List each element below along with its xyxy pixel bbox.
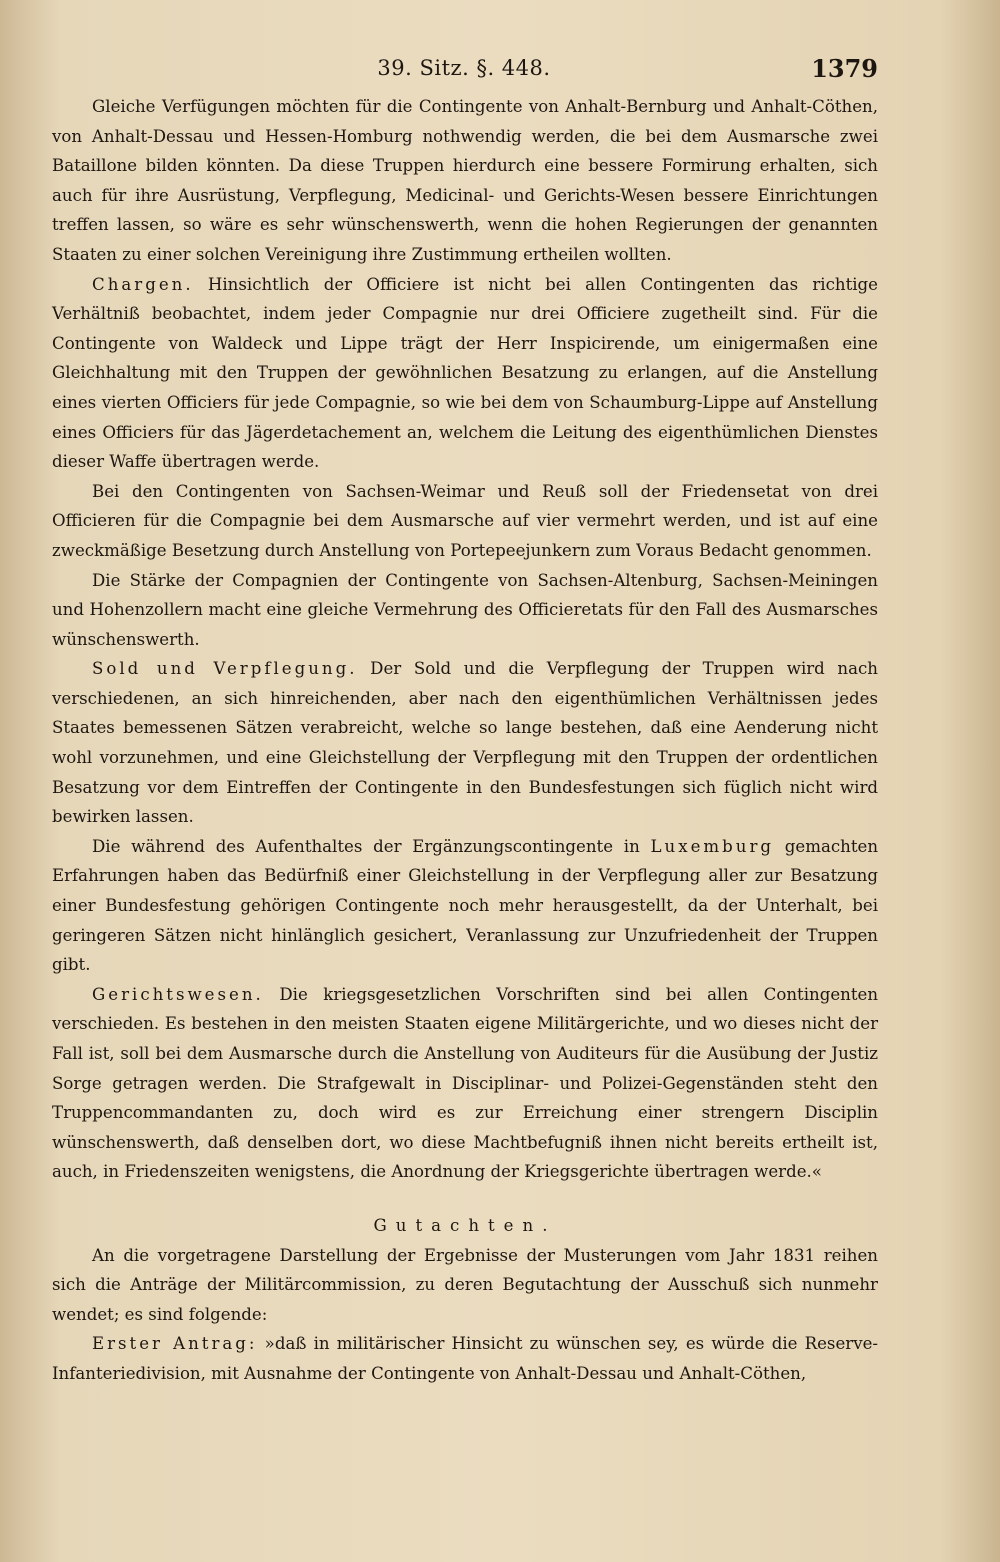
paragraph-heading: Chargen. — [92, 274, 194, 294]
paragraph-text: »daß in militärischer Hinsicht zu wünschen sey, es würde die Reserve-Infanteriedivision, mit Ausnahme der Contingente von Anhalt-Dessau und Anhalt-Cöthen, — [52, 1334, 879, 1383]
paragraph-gutachten-intro — [52, 1241, 878, 1330]
paragraph-text: Gleiche Verfügungen möchten für die Contingente von Anhalt-Bernburg und Anhalt-Cöthen, von Anhalt-Dessau und Hessen-Homburg nothwendig werden, die bei dem Ausmarsche zwei Bataillone bilden könnten. Da diese Truppen hierdurch eine bessere Formirung erhalten, sich auch für ihre Ausrüstung, Verpflegung, Medicinal- und Gerichts-Wesen bessere Einrichtungen treffen lassen, so wäre es sehr wünschenswerth, wenn die hohen Regierungen der genannten Staaten zu einer solchen Vereinigung ihre Zustimmung ertheilen wollten. — [52, 97, 878, 264]
paragraph-erster-antrag — [52, 1329, 878, 1388]
paragraph-formations — [52, 92, 878, 270]
paragraph-text: Der Sold und die Verpflegung der Truppen wird nach verschiedenen, an sich hinreichenden, aber nach den eigenthümlichen Verhältnissen jedes Staates bemessenen Sätzen verabreicht, welche so lange bestehen, daß eine Aenderung nicht wohl vorzunehmen, und eine Gleichstellung der Verpflegung mit den Truppen der ordentlichen Besatzung vor dem Eintreffen der Contingente in den Bundesfestungen sich füglich nicht wird bewirken lassen. — [52, 659, 878, 827]
paragraph-text: Die Stärke der Compagnien der Contingente von Sachsen-Altenburg, Sachsen-Meiningen und Hohenzollern macht eine gleiche Vermehrung des Officieretats für den Fall des Ausmarsches wünschenswerth. — [52, 570, 878, 649]
section-reference: 39. Sitz. §. 448. — [377, 56, 551, 80]
paragraph-gerichtswesen — [52, 980, 878, 1187]
body-text — [52, 92, 878, 1389]
paragraph-chargen — [52, 270, 878, 477]
paragraph-text: Die während des Aufenthaltes der Ergänzungscontingente in — [92, 836, 640, 856]
paragraph-luxemburg — [52, 832, 878, 980]
paragraph-sachsen-weimar — [52, 477, 878, 566]
paragraph-heading: Erster Antrag: — [92, 1334, 258, 1354]
place-name-emphasis: Luxemburg — [650, 836, 775, 856]
paragraph-text: Die kriegsgesetzlichen Vorschriften sind bei allen Contingenten verschieden. Es bestehen in den meisten Staaten eigene Militärgerichte, und wo dieses nicht der Fall ist, soll bei dem Ausmarsche durch die Anstellung von Auditeurs für die Ausübung der Justiz Sorge getragen werden. Die Strafgewalt in Disciplinar- und Polizei-Gegenständen steht den Truppencommandanten zu, doch wird es zur Erreichung einer strengern Disciplin wünschenswerth, daß denselben dort, wo diese Machtbefugniß ihnen nicht bereits ertheilt ist, auch, in Friedenszeiten wenigstens, die Anordnung der Kriegsgerichte übertragen werde.« — [52, 984, 879, 1182]
paragraph-text: Bei den Contingenten von Sachsen-Weimar und Reuß soll der Friedensetat von drei Officieren für die Compagnie bei dem Ausmarsche auf vier vermehrt werden, und ist auf eine zweckmäßige Besetzung durch Anstellung von Portepeejunkern zum Voraus Bedacht genommen. — [52, 481, 878, 560]
paragraph-text: gemachten Erfahrungen haben das Bedürfniß einer Gleichstellung in der Verpflegung aller zur Besatzung einer Bundesfestung gehörigen Contingente noch mehr herausgestellt, da der Unterhalt, bei geringeren Sätzen nicht hinlänglich gesichert, Veranlassung zur Unzufriedenheit der Truppen gibt. — [52, 836, 879, 975]
paragraph-text: An die vorgetragene Darstellung der Ergebnisse der Musterungen vom Jahr 1831 reihen sich die Anträge der Militärcommission, zu deren Begutachtung der Ausschuß sich nunmehr wendet; es sind folgende: — [52, 1245, 878, 1324]
page-number: 1379 — [811, 54, 878, 83]
paragraph-heading: Sold und Verpflegung. — [92, 659, 358, 679]
section-title-text: Gutachten. — [373, 1215, 557, 1235]
section-title — [52, 1211, 878, 1241]
paragraph-heading: Gerichtswesen. — [92, 984, 264, 1004]
page-header — [50, 54, 878, 88]
paragraph-sold — [52, 654, 878, 832]
paragraph-compagnien — [52, 566, 878, 655]
paragraph-text: Hinsichtlich der Officiere ist nicht bei allen Contingenten das richtige Verhältniß beobachtet, indem jeder Compagnie nur drei Officiere zugetheilt sind. Für die Contingente von Waldeck und Lippe trägt der Herr Inspicirende, um einigermaßen eine Gleichhaltung mit den Truppen der gewöhnlichen Besatzung zu erlangen, auf die Anstellung eines vierten Officiers für jede Compagnie, so wie bei dem von Schaumburg-Lippe auf Anstellung eines Officiers für das Jägerdetachement an, welchem die Leitung des eigenthümlichen Dienstes dieser Waffe übertragen werde. — [52, 274, 878, 472]
